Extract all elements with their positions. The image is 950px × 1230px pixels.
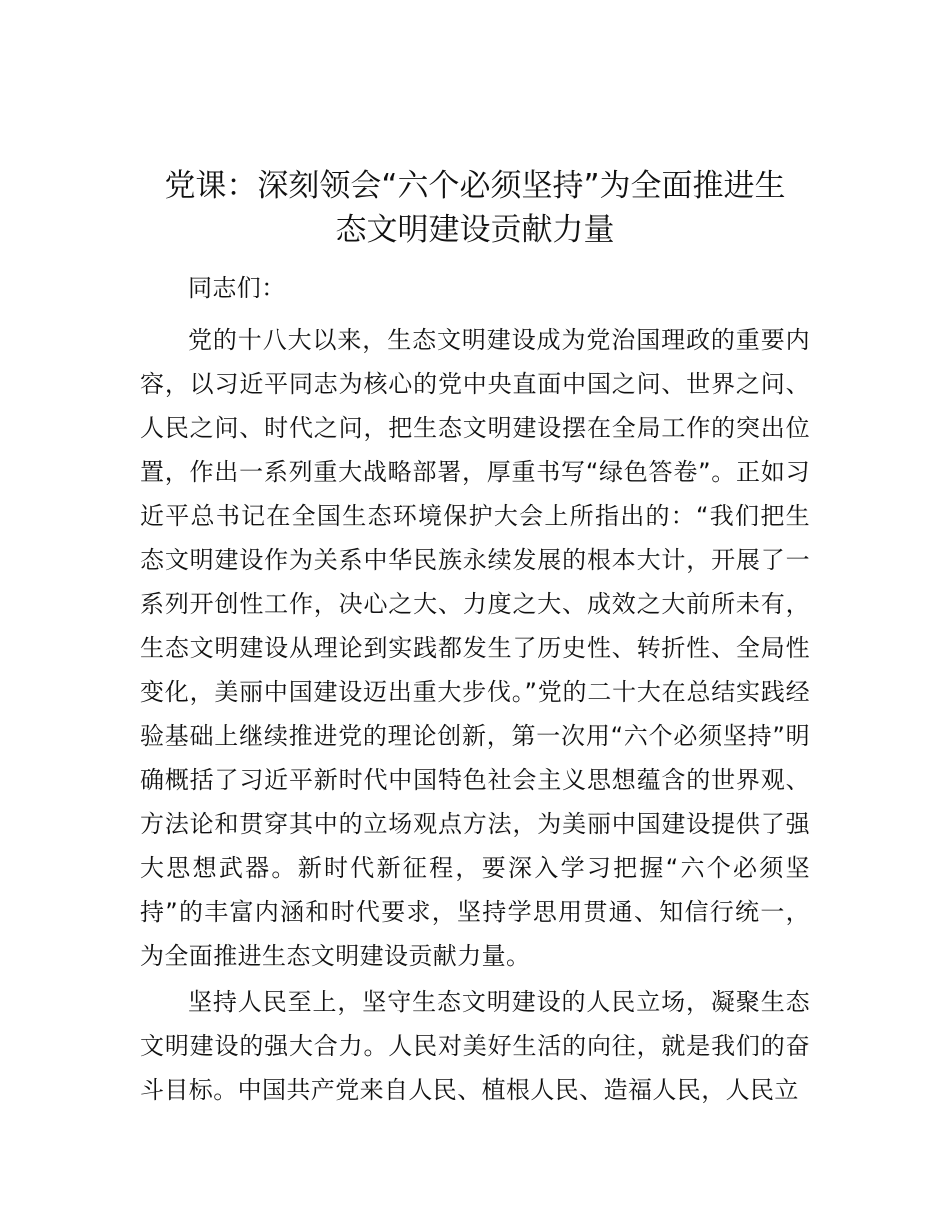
document-title [130,164,820,252]
greeting: 同志们： [188,274,286,302]
paragraph-2: 坚持人民至上，坚守生态文明建设的人民立场，凝聚生态文明建设的强大合力。人民对美好生活的向往，就是我们的奋斗目标。中国共产党来自人民、植根人民、造福人民，人民立 [140,988,810,1104]
title-line-1: 党课：深刻领会“六个必须坚持”为全面推进生 [164,168,786,204]
title-line-2: 态文明建设贡献力量 [335,212,615,248]
paragraph-1: 党的十八大以来，生态文明建设成为党治国理政的重要内容，以习近平同志为核心的党中央直面中国之问、世界之问、人民之问、时代之问，把生态文明建设摆在全局工作的突出位置，作出一系列重大战略部署，厚重书写“绿色答卷”。正如习近平总书记在全国生态环境保护大会上所指出的：“我们把生态文明建设作为关系中华民族永续发展的根本大计，开展了一系列开创性工作，决心之大、力度之大、成效之大前所未有，生态文明建设从理论到实践都发生了历史性、转折性、全局性变化，美丽中国建设迈出重大步伐。”党的二十大在总结实践经验基础上继续推进党的理论创新，第一次用“六个必须坚持”明确概括了习近平新时代中国特色社会主义思想蕴含的世界观、方法论和贯穿其中的立场观点方法，为美丽中国建设提供了强大思想武器。新时代新征程，要深入学习把握“六个必须坚持”的丰富内涵和时代要求，坚持学思用贯通、知信行统一，为全面推进生态文明建设贡献力量。 [140,326,810,970]
